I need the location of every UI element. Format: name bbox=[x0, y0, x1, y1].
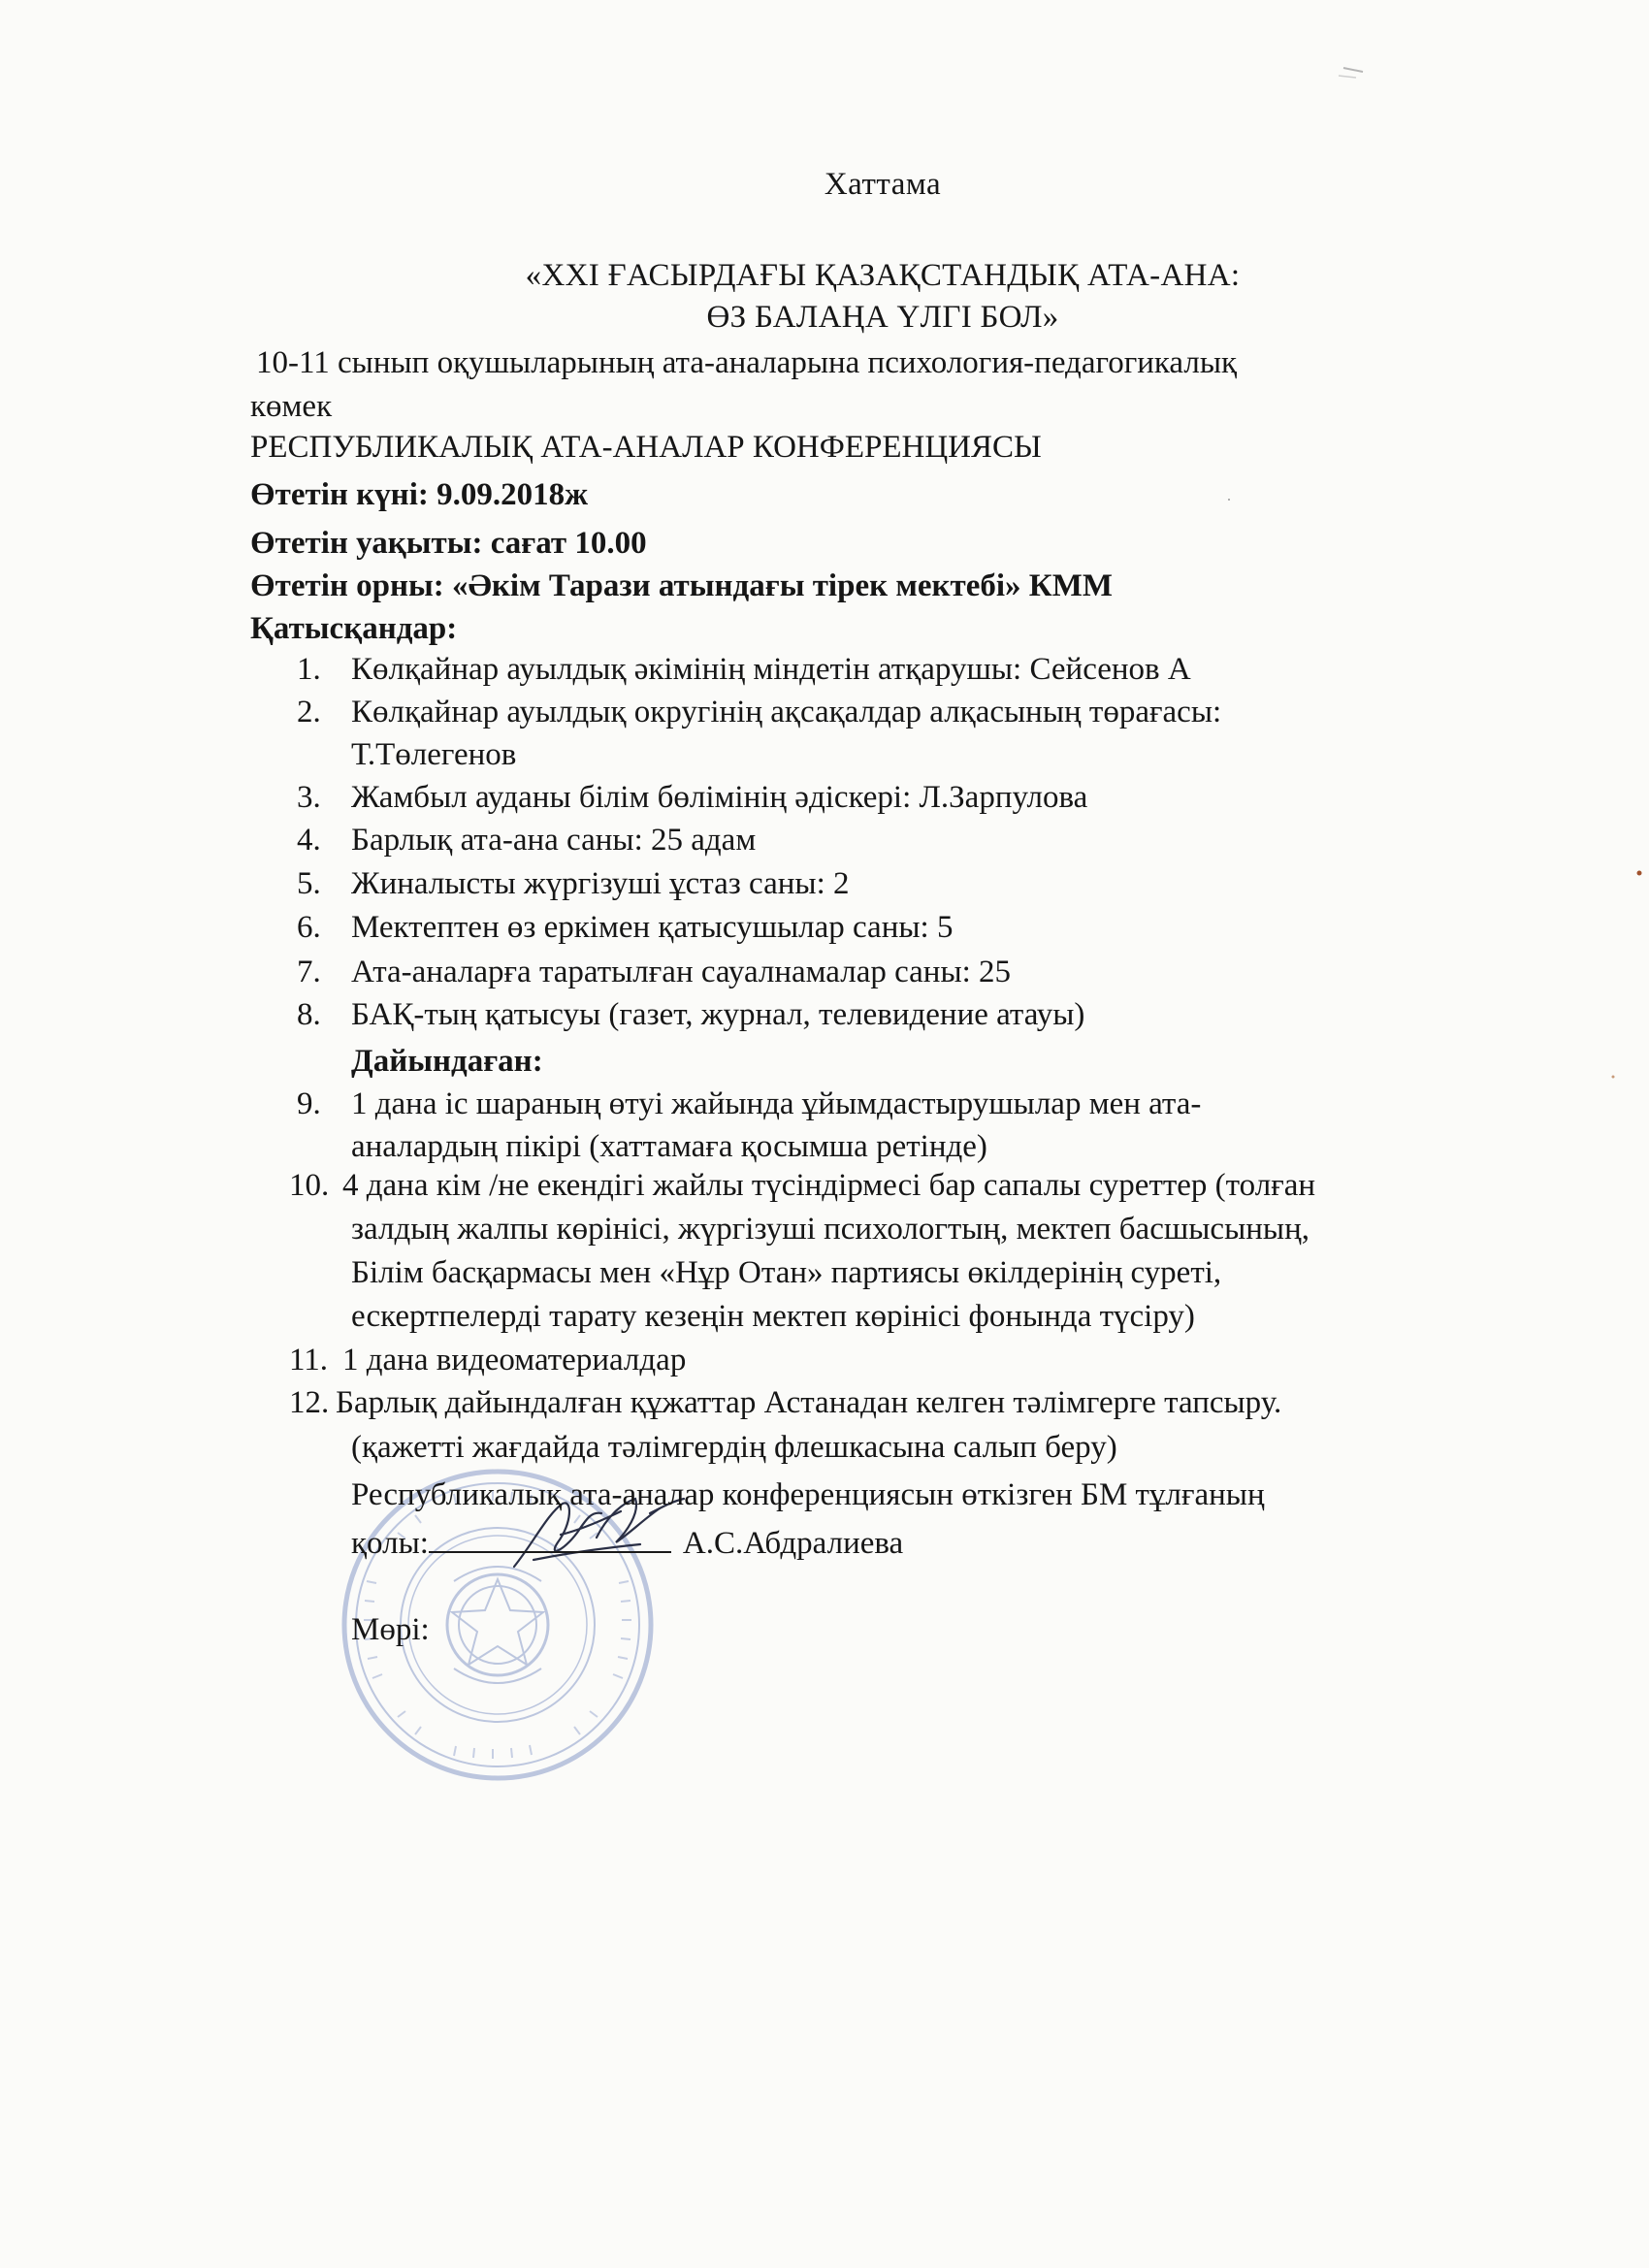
list-item-text: Көлқайнар ауылдық әкімінің міндетін атқарушы: Сейсенов А bbox=[351, 652, 1191, 687]
list-item-number: 3. bbox=[297, 780, 321, 815]
list-item-text: залдың жалпы көрінісі, жүргізуші психологтың, мектеп басшысының, bbox=[351, 1212, 1310, 1247]
list-item-number: 8. bbox=[297, 997, 321, 1032]
event-date: Өтетін күні: 9.09.2018ж bbox=[250, 477, 589, 512]
list-item-number: 6. bbox=[297, 910, 321, 945]
event-place: Өтетін орны: «Әкім Тарази атындағы тірек мектебі» КММ bbox=[250, 568, 1114, 603]
list-item-text: БАҚ-тың қатысуы (газет, журнал, телевидение атауы) bbox=[351, 997, 1085, 1032]
list-item-number: 4. bbox=[297, 823, 321, 858]
list-item-number: 10. bbox=[289, 1168, 330, 1203]
subtitle-line-2: көмек bbox=[250, 389, 333, 424]
list-item-text: 1 дана видеоматериалдар bbox=[342, 1343, 687, 1377]
list-item-text: Барлық ата-ана саны: 25 адам bbox=[351, 823, 757, 858]
subtitle-line-1: 10-11 сынып оқушыларының ата-аналарына психология-педагогикалық bbox=[256, 345, 1238, 380]
signature-blank bbox=[429, 1526, 671, 1553]
list-item-text: Жиналысты жүргізуші ұстаз саны: 2 bbox=[351, 866, 850, 901]
list-item-text: (қажетті жағдайда тәлімгердің флешкасына салып беру) bbox=[351, 1430, 1117, 1465]
list-item-number: 7. bbox=[297, 955, 321, 989]
participants-heading: Қатысқандар: bbox=[250, 611, 458, 646]
event-time: Өтетін уақыты: сағат 10.00 bbox=[250, 526, 647, 561]
list-item-text: Мектептен өз еркімен қатысушылар саны: 5 bbox=[351, 910, 954, 945]
closing-statement: Республикалық ата-аналар конференциясын өткізген БМ тұлғаның bbox=[351, 1477, 1265, 1512]
seal-label: Мөрі: bbox=[351, 1612, 430, 1647]
list-item-number: 9. bbox=[297, 1086, 321, 1121]
list-item-text: Білім басқармасы мен «Нұр Отан» партиясы өкілдерінің суреті, bbox=[351, 1255, 1222, 1290]
prepared-heading: Дайындаған: bbox=[351, 1044, 543, 1079]
document-title: Хаттама bbox=[824, 167, 942, 202]
list-item-text: Т.Төлегенов bbox=[351, 737, 517, 772]
list-item-text: Барлық дайындалған құжаттар Астанадан келген тәлімгерге тапсыру. bbox=[336, 1385, 1282, 1420]
conference-title-line-1: «XXI ҒАСЫРДАҒЫ ҚАЗАҚСТАНДЫҚ АТА-АНА: bbox=[525, 258, 1241, 293]
conference-title-line-2: ӨЗ БАЛАҢА ҮЛГІ БОЛ» bbox=[706, 300, 1059, 335]
list-item-number: 1. bbox=[297, 652, 321, 687]
list-item-text: Ата-аналарға таратылған сауалнамалар саны: 25 bbox=[351, 955, 1012, 989]
signature-line bbox=[351, 1526, 903, 1560]
list-item-text: аналардың пікірі (хаттамаға қосымша ретінде) bbox=[351, 1129, 987, 1164]
list-item-number: 11. bbox=[289, 1343, 329, 1377]
list-item-number: 12. bbox=[289, 1385, 330, 1420]
list-item-text: Жамбыл ауданы білім бөлімінің әдіскері: Л.Зарпулова bbox=[351, 780, 1088, 815]
list-item-number: 2. bbox=[297, 695, 321, 729]
list-item-text: Көлқайнар ауылдық округінің ақсақалдар алқасының төрағасы: bbox=[351, 695, 1222, 729]
signature-label: қолы: bbox=[351, 1526, 429, 1561]
list-item-text: ескертпелерді тарату кезеңін мектеп көрінісі фонында түсіру) bbox=[351, 1299, 1195, 1334]
list-item-text: 1 дана іс шараның өтуі жайында ұйымдастырушылар мен ата- bbox=[351, 1086, 1202, 1121]
list-item-number: 5. bbox=[297, 866, 321, 901]
signer-name: А.С.Абдралиева bbox=[682, 1526, 904, 1561]
republic-conference-heading: РЕСПУБЛИКАЛЫҚ АТА-АНАЛАР КОНФЕРЕНЦИЯСЫ bbox=[250, 430, 1042, 465]
list-item-text: 4 дана кім /не екендігі жайлы түсіндірмесі бар сапалы суреттер (толған bbox=[342, 1168, 1316, 1203]
